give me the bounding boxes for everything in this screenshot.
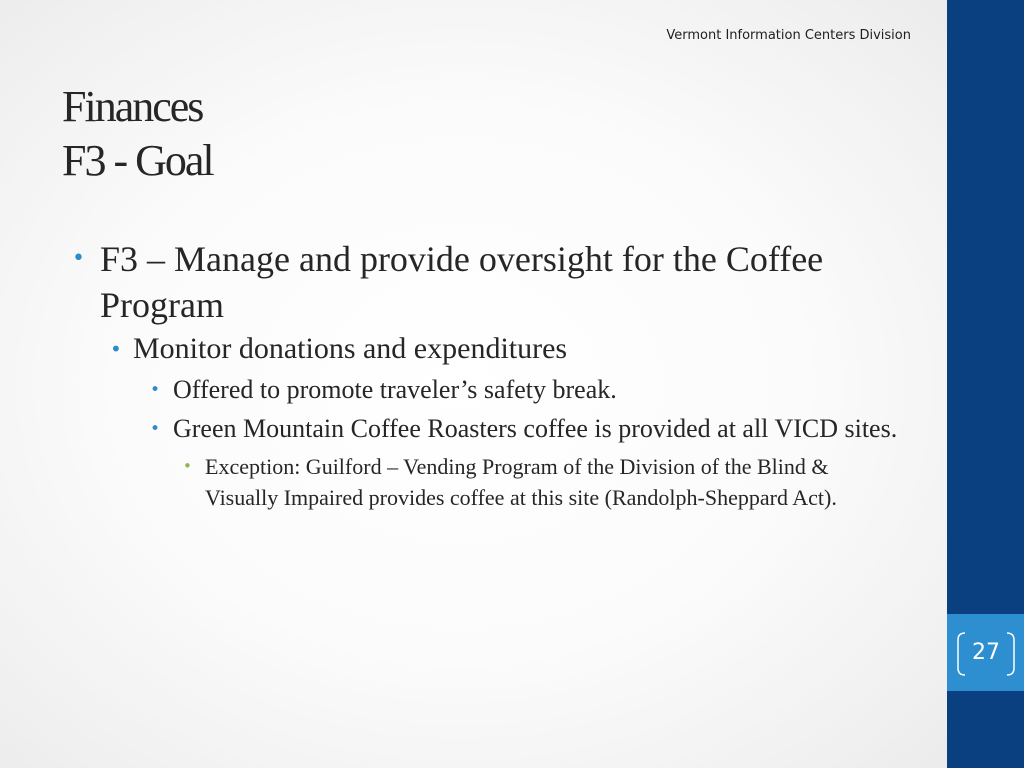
title-line-1: Finances (62, 82, 203, 131)
bullet-text: Exception: Guilford – Vending Program of the Division of the Blind & Visually Impaired provides coffee at this site (Randolph-Sheppard Act). (205, 454, 837, 510)
bullet-text: Offered to promote traveler’s safety break. (173, 375, 617, 404)
bullet-dot-icon: • (150, 419, 161, 439)
organization-header: Vermont Information Centers Division (666, 28, 911, 43)
bullet-level-3 (72, 411, 902, 447)
bullet-dot-icon: • (72, 246, 85, 271)
page-number: 27 (972, 640, 1000, 665)
bullet-text: Monitor donations and expenditures (133, 332, 568, 365)
bullet-level-4 (72, 451, 902, 513)
bullet-dot-icon: • (183, 457, 192, 475)
bullet-level-1 (72, 236, 902, 328)
page-number-frame (956, 632, 1016, 676)
bullet-level-3 (72, 372, 902, 408)
bullet-level-2 (72, 329, 902, 369)
bullet-dot-icon: • (150, 380, 161, 400)
bullet-text: F3 – Manage and provide oversight for the Coffee Program (100, 239, 824, 325)
title-line-2: F3 - Goal (62, 136, 213, 185)
slide-title (62, 80, 762, 188)
bullet-dot-icon: • (110, 337, 122, 361)
bullet-list (72, 236, 902, 513)
bullet-text: Green Mountain Coffee Roasters coffee is provided at all VICD sites. (173, 414, 898, 443)
